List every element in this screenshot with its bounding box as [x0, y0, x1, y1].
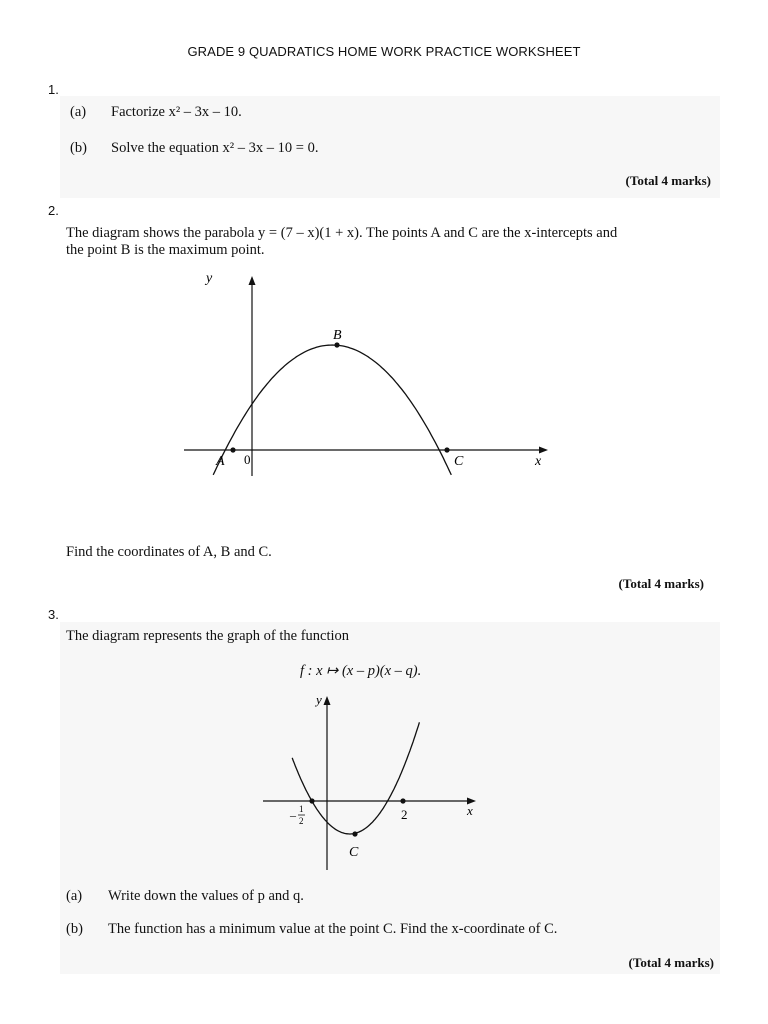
q2-x-axis-arrow	[539, 447, 548, 454]
q3-intro-text: The diagram represents the graph of the function	[66, 628, 350, 644]
q3-x-axis-label: x	[467, 803, 473, 818]
q1-part-b-text: Solve the equation x² – 3x – 10 = 0.	[111, 140, 319, 156]
q2-point-c-dot	[444, 447, 449, 452]
q3-tick-neg-numerator: 1	[299, 804, 304, 814]
q3-point-c-label: C	[349, 845, 359, 860]
q3-root-left-dot	[309, 798, 314, 803]
q3-function-definition: f : x ↦ (x – p)(x – q).	[300, 663, 422, 679]
q2-y-axis-label: y	[206, 271, 213, 286]
question-1-number: 1.	[48, 82, 59, 97]
q3-point-c-dot	[352, 831, 357, 836]
q3-total-marks: (Total 4 marks)	[628, 955, 714, 970]
q3-root-right-dot	[400, 798, 405, 803]
q2-total-marks: (Total 4 marks)	[618, 576, 704, 591]
q1-total-marks: (Total 4 marks)	[625, 173, 711, 188]
q1-part-a-text: Factorize x² – 3x – 10.	[111, 104, 242, 120]
question-3-number: 3.	[48, 607, 59, 622]
q3-part-b-text: The function has a minimum value at the point C. Find the x-coordinate of C.	[108, 921, 558, 937]
q3-part-b-label: (b)	[66, 921, 83, 937]
q2-intro-line-2: the point B is the maximum point.	[66, 242, 265, 258]
q3-tick-neg-sign: –	[290, 808, 296, 822]
q3-tick-pos-label: 2	[401, 807, 408, 822]
q2-point-a-label: A	[216, 454, 225, 469]
q3-tick-neg-denominator: 2	[299, 816, 304, 826]
q2-question-text: Find the coordinates of A, B and C.	[66, 544, 272, 560]
q2-point-b-dot	[334, 342, 339, 347]
q2-point-b-label: B	[333, 328, 342, 343]
q2-parabola-diagram	[170, 268, 560, 483]
q2-y-axis-arrow	[249, 276, 256, 285]
worksheet-title: GRADE 9 QUADRATICS HOME WORK PRACTICE WORKSHEET	[187, 44, 581, 59]
q3-part-a-text: Write down the values of p and q.	[108, 888, 304, 904]
q2-intro-line-1: The diagram shows the parabola y = (7 – x)(1 + x). The points A and C are the x-intercepts and	[66, 225, 618, 241]
q1-part-b-label: (b)	[70, 140, 87, 156]
q2-point-c-label: C	[454, 454, 464, 469]
q3-y-axis-arrow	[324, 696, 331, 705]
q1-part-a-label: (a)	[70, 104, 87, 120]
q2-point-a-dot	[230, 447, 235, 452]
q3-part-a-label: (a)	[66, 888, 83, 904]
q2-x-axis-label: x	[535, 454, 542, 469]
q3-parabola-diagram	[255, 688, 495, 873]
question-2-number: 2.	[48, 203, 59, 218]
q3-y-axis-label: y	[316, 692, 322, 707]
q2-origin-label: 0	[244, 452, 251, 467]
